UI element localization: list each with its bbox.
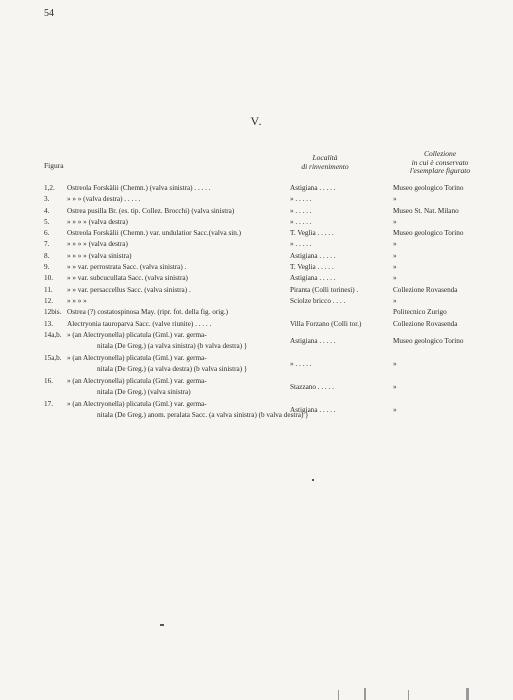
scan-mark <box>160 624 164 626</box>
species-description: Ostreola Forskälii (Chemn.) var. undulatior Sacc.(valva sin.) <box>67 229 242 238</box>
scan-mark <box>338 690 339 700</box>
collection: » <box>393 263 397 272</box>
collection: » <box>393 251 397 260</box>
collection: » <box>393 359 397 368</box>
table-row <box>0 319 513 330</box>
page-number: 54 <box>44 8 54 19</box>
table-row <box>0 194 513 205</box>
figure-number: 6. <box>44 229 50 238</box>
species-description-line2: nitala (De Greg.) (a valva destra) (b valva sinistra) } <box>97 364 248 373</box>
collection: » <box>393 296 397 305</box>
collection: » <box>393 274 397 283</box>
header-localita <box>290 154 360 171</box>
species-description: Ostrea pusilla Br. (es. tip. Collez. Brocchi) (valva sinistra) <box>67 206 235 215</box>
collection: Museo St. Nat. Milano <box>393 206 459 215</box>
header-localita-line1: Località <box>312 153 338 162</box>
species-description-line2: nitala (De Greg.) (valva sinistra) <box>97 387 191 396</box>
table-row <box>0 376 513 399</box>
figure-table <box>0 183 513 422</box>
table-row <box>0 183 513 194</box>
table-row <box>0 296 513 307</box>
header-localita-line2: di rinvenimento <box>301 161 349 171</box>
locality: Astigiana . . . . . <box>290 251 336 260</box>
species-description: » » var. perrostrata Sacc. (valva sinistra) . <box>67 263 187 272</box>
scan-mark <box>312 479 314 481</box>
figure-number: 12bis. <box>44 308 62 317</box>
locality: Sciolze bricco . . . . <box>290 296 346 305</box>
table-row <box>0 206 513 217</box>
collection: » <box>393 217 397 226</box>
species-description: » » » » (valva sinistra) <box>67 251 132 260</box>
locality: Piranta (Colli torinesi) . <box>290 285 359 294</box>
figure-number: 10. <box>44 274 53 283</box>
locality: » . . . . . <box>290 195 312 204</box>
locality: T. Veglia . . . . . <box>290 229 334 238</box>
collection: » <box>393 382 397 391</box>
figure-number: 11. <box>44 285 53 294</box>
collection: Collezione Rovasenda <box>393 319 458 328</box>
collection: » <box>393 405 397 414</box>
species-description-line1: » (an Alectryonella) plicatula (Gml.) var. germa- <box>67 399 207 408</box>
species-description <box>67 399 309 421</box>
figure-number: 12. <box>44 296 53 305</box>
table-row <box>0 262 513 273</box>
header-collezione <box>390 150 490 176</box>
locality: » . . . . . <box>290 206 312 215</box>
table-row <box>0 307 513 318</box>
figure-number: 9. <box>44 263 50 272</box>
species-description: » » var. persaccellus Sacc. (valva sinistra) . <box>67 285 191 294</box>
collection: Politecnico Zurigo <box>393 308 447 317</box>
figure-number: 1,2. <box>44 184 55 192</box>
collection: » <box>393 240 397 249</box>
species-description: Ostreola Forskälii (Chemn.) (valva sinistra) . . . . . <box>67 184 211 192</box>
species-description <box>67 353 247 375</box>
figure-number: 16. <box>44 376 53 385</box>
species-description-line2: nitala (De Greg.) anom. peralata Sacc. (a valva sinistra) (b valva destra) } <box>97 410 309 419</box>
figure-number: 3. <box>44 195 50 204</box>
collection: Museo geologico Torino <box>393 336 464 345</box>
species-description: » » » » <box>67 296 87 305</box>
scan-mark <box>466 688 469 700</box>
locality: T. Veglia . . . . . <box>290 263 334 272</box>
species-description <box>67 376 207 398</box>
species-description: » » » (valva destra) . . . . . <box>67 195 141 204</box>
figure-number: 15a,b. <box>44 353 62 362</box>
locality: Villa Forzano (Colli tor.) <box>290 319 362 328</box>
species-description: » » » » (valva destra) <box>67 240 128 249</box>
species-description-line1: » (an Alectryonella) plicatula (Gml.) var. germa- <box>67 376 207 385</box>
species-description <box>67 330 247 352</box>
species-description: Ostrea (?) costatospinosa May. (ripr. fot. della fig. orig.) <box>67 308 229 317</box>
header-collezione-line1: Collezione <box>423 149 457 158</box>
species-description: » » » » (valva destra) <box>67 217 128 226</box>
table-row <box>0 217 513 228</box>
collection: Museo geologico Torino <box>393 184 464 192</box>
locality: » . . . . . <box>290 217 312 226</box>
collection: » <box>393 195 397 204</box>
figure-number: 17. <box>44 399 53 408</box>
locality: Astigiana . . . . . <box>290 405 336 414</box>
table-row <box>0 399 513 422</box>
header-figura: Figura <box>44 161 64 170</box>
table-row <box>0 330 513 353</box>
locality: Astigiana . . . . . <box>290 184 336 192</box>
scan-mark <box>364 688 366 700</box>
figure-number: 14a,b. <box>44 330 62 339</box>
header-collezione-line3: l'esemplare figurato <box>409 166 471 175</box>
collection: Museo geologico Torino <box>393 229 464 238</box>
locality: » . . . . . <box>290 240 312 249</box>
species-description: » » var. subcucullata Sacc. (valva sinistra) <box>67 274 188 283</box>
figure-number: 5. <box>44 217 50 226</box>
table-row <box>0 239 513 250</box>
header-collezione-line2: in cui è conservato <box>411 157 469 167</box>
table-row <box>0 353 513 376</box>
figure-number: 13. <box>44 319 53 328</box>
table-row <box>0 285 513 296</box>
scan-mark <box>408 690 409 700</box>
table-row <box>0 251 513 262</box>
table-row <box>0 273 513 284</box>
table-row <box>0 228 513 239</box>
locality: Astigiana . . . . . <box>290 274 336 283</box>
locality: Stazzano . . . . . <box>290 382 334 391</box>
collection: Collezione Rovasenda <box>393 285 458 294</box>
locality: » . . . . . <box>290 359 312 368</box>
figure-number: 8. <box>44 251 50 260</box>
species-description: Alectryonia tauroparva Sacc. (valve riunite) . . . . . <box>67 319 212 328</box>
plate-title: V. <box>250 114 263 128</box>
figure-number: 4. <box>44 206 50 215</box>
locality: Astigiana . . . . . <box>290 336 336 345</box>
species-description-line1: » (an Alectryonella) plicatula (Gml.) var. germa- <box>67 330 207 339</box>
species-description-line1: » (an Alectryonella) plicatula (Gml.) var. germa- <box>67 353 207 362</box>
figure-number: 7. <box>44 240 50 249</box>
species-description-line2: nitala (De Greg.) (a valva sinistra) (b valva destra) } <box>97 341 248 350</box>
